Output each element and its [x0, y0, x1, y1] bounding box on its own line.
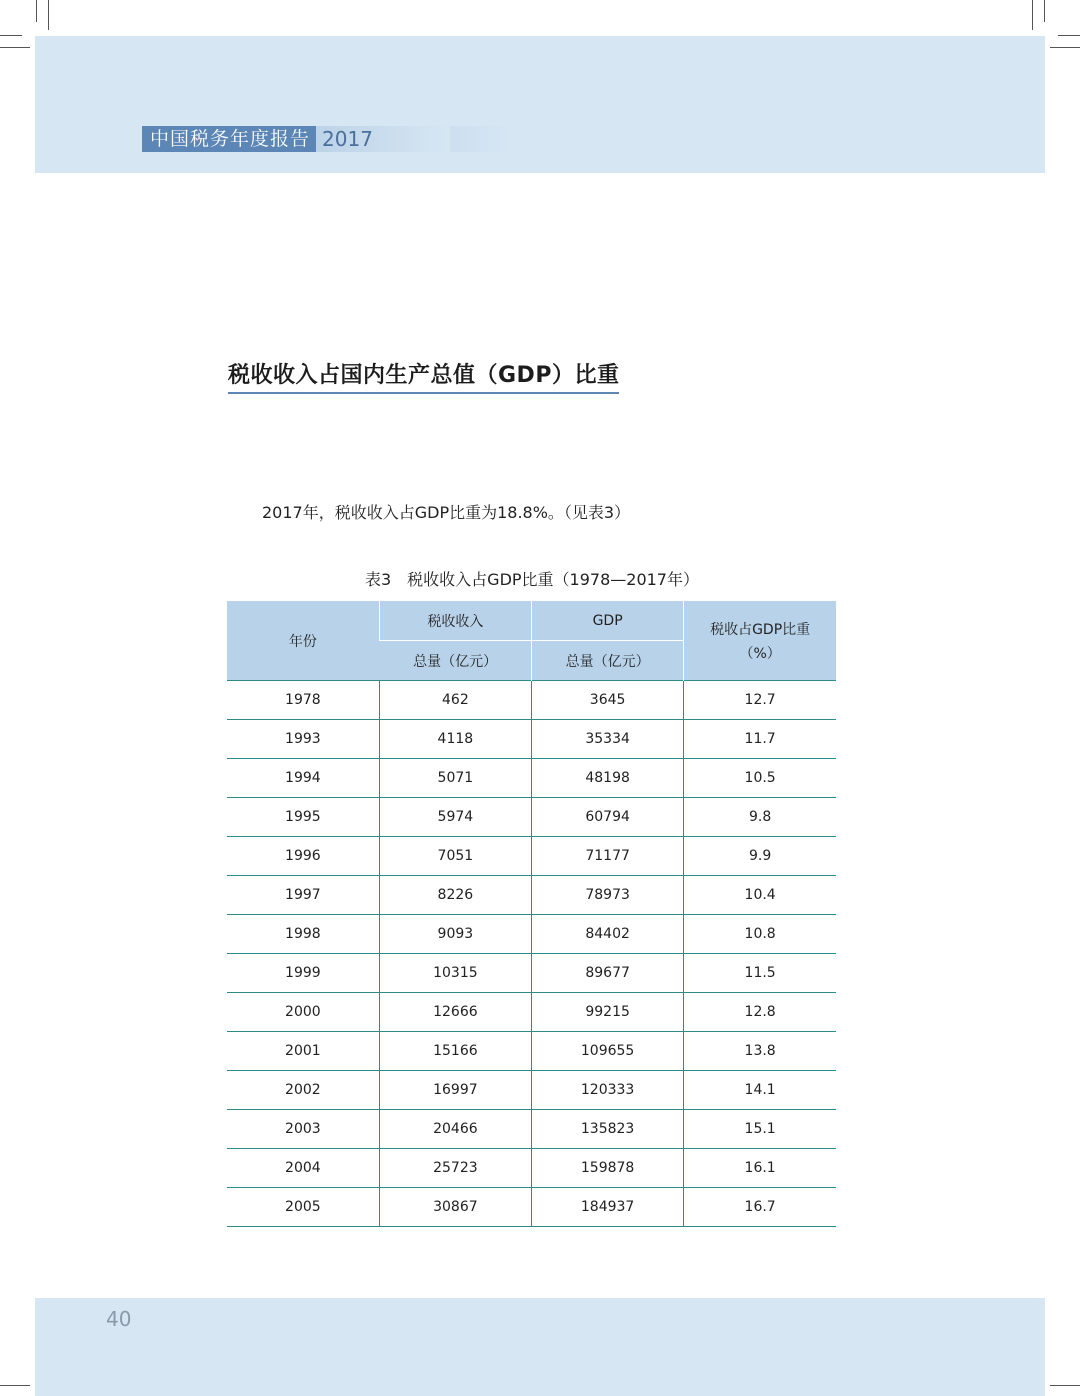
cell-year: 1996 [227, 837, 379, 876]
table-row [227, 993, 836, 1032]
running-head [142, 126, 510, 152]
cell-ratio: 13.8 [684, 1032, 836, 1071]
cell-tax-total: 20466 [379, 1110, 531, 1149]
cell-year: 2001 [227, 1032, 379, 1071]
header-tax-revenue: 税收收入 [379, 601, 531, 641]
table-row [227, 876, 836, 915]
cell-year: 1997 [227, 876, 379, 915]
running-head-fade [450, 126, 510, 152]
header-band [35, 36, 1045, 173]
cell-ratio: 14.1 [684, 1071, 836, 1110]
table-row [227, 1071, 836, 1110]
table-caption [0, 567, 1080, 590]
cell-ratio: 9.9 [684, 837, 836, 876]
cell-gdp-total: 48198 [532, 759, 684, 798]
tax-gdp-table [227, 601, 836, 1227]
header-year: 年份 [227, 601, 379, 681]
cell-ratio: 10.8 [684, 915, 836, 954]
crop-mark [0, 35, 22, 36]
table-caption-text: 表3 税收收入占GDP比重（1978—2017年） [365, 570, 699, 589]
crop-mark [1050, 47, 1080, 48]
crop-mark [1050, 1385, 1080, 1386]
cell-year: 2004 [227, 1149, 379, 1188]
cell-year: 2005 [227, 1188, 379, 1227]
cell-gdp-total: 84402 [532, 915, 684, 954]
cell-tax-total: 462 [379, 681, 531, 720]
crop-mark [0, 1385, 30, 1386]
cell-year: 1978 [227, 681, 379, 720]
section-title: 税收收入占国内生产总值（GDP）比重 [228, 358, 619, 394]
cell-year: 2000 [227, 993, 379, 1032]
cell-tax-total: 12666 [379, 993, 531, 1032]
cell-gdp-total: 120333 [532, 1071, 684, 1110]
cell-ratio: 16.1 [684, 1149, 836, 1188]
table-header-row [227, 601, 836, 641]
cell-tax-total: 5071 [379, 759, 531, 798]
cell-tax-total: 16997 [379, 1071, 531, 1110]
crop-mark [48, 0, 49, 30]
cell-year: 1995 [227, 798, 379, 837]
cell-gdp-total: 3645 [532, 681, 684, 720]
table-row [227, 1149, 836, 1188]
cell-gdp-total: 184937 [532, 1188, 684, 1227]
cell-tax-total: 25723 [379, 1149, 531, 1188]
crop-mark [1058, 35, 1080, 36]
table-row [227, 954, 836, 993]
body-paragraph: 2017年，税收收入占GDP比重为18.8%。（见表3） [262, 503, 631, 522]
table-row [227, 837, 836, 876]
table-row [227, 1110, 836, 1149]
cell-gdp-total: 71177 [532, 837, 684, 876]
crop-mark [1044, 0, 1045, 22]
cell-ratio: 15.1 [684, 1110, 836, 1149]
cell-ratio: 10.5 [684, 759, 836, 798]
table-row [227, 1188, 836, 1227]
cell-year: 1993 [227, 720, 379, 759]
cell-gdp-total: 35334 [532, 720, 684, 759]
cell-tax-total: 10315 [379, 954, 531, 993]
cell-ratio: 11.5 [684, 954, 836, 993]
cell-ratio: 9.8 [684, 798, 836, 837]
table-row [227, 915, 836, 954]
table-row [227, 798, 836, 837]
header-tax-total: 总量（亿元） [379, 641, 531, 681]
report-title: 中国税务年度报告 [142, 126, 316, 152]
cell-gdp-total: 159878 [532, 1149, 684, 1188]
report-year: 2017 [316, 126, 450, 152]
crop-mark [1032, 0, 1033, 30]
cell-year: 1998 [227, 915, 379, 954]
cell-year: 2002 [227, 1071, 379, 1110]
cell-year: 2003 [227, 1110, 379, 1149]
cell-ratio: 12.8 [684, 993, 836, 1032]
cell-tax-total: 7051 [379, 837, 531, 876]
cell-year: 1999 [227, 954, 379, 993]
cell-tax-total: 5974 [379, 798, 531, 837]
cell-tax-total: 15166 [379, 1032, 531, 1071]
header-ratio-unit: （%） [739, 645, 781, 662]
cell-gdp-total: 78973 [532, 876, 684, 915]
footer-band [35, 1298, 1045, 1396]
cell-gdp-total: 99215 [532, 993, 684, 1032]
cell-tax-total: 9093 [379, 915, 531, 954]
header-gdp-total: 总量（亿元） [532, 641, 684, 681]
header-ratio [684, 601, 836, 681]
cell-year: 1994 [227, 759, 379, 798]
table-row [227, 759, 836, 798]
table-row [227, 681, 836, 720]
header-ratio-label: 税收占GDP比重 [710, 621, 811, 638]
crop-mark [36, 0, 37, 22]
header-gdp: GDP [532, 601, 684, 641]
page-number: 40 [106, 1307, 132, 1331]
table-row [227, 1032, 836, 1071]
cell-tax-total: 8226 [379, 876, 531, 915]
cell-tax-total: 30867 [379, 1188, 531, 1227]
cell-ratio: 16.7 [684, 1188, 836, 1227]
crop-mark [0, 47, 30, 48]
cell-gdp-total: 109655 [532, 1032, 684, 1071]
table-row [227, 720, 836, 759]
cell-ratio: 10.4 [684, 876, 836, 915]
cell-ratio: 12.7 [684, 681, 836, 720]
cell-gdp-total: 89677 [532, 954, 684, 993]
table-body [227, 681, 836, 1227]
cell-gdp-total: 60794 [532, 798, 684, 837]
cell-ratio: 11.7 [684, 720, 836, 759]
cell-gdp-total: 135823 [532, 1110, 684, 1149]
cell-tax-total: 4118 [379, 720, 531, 759]
